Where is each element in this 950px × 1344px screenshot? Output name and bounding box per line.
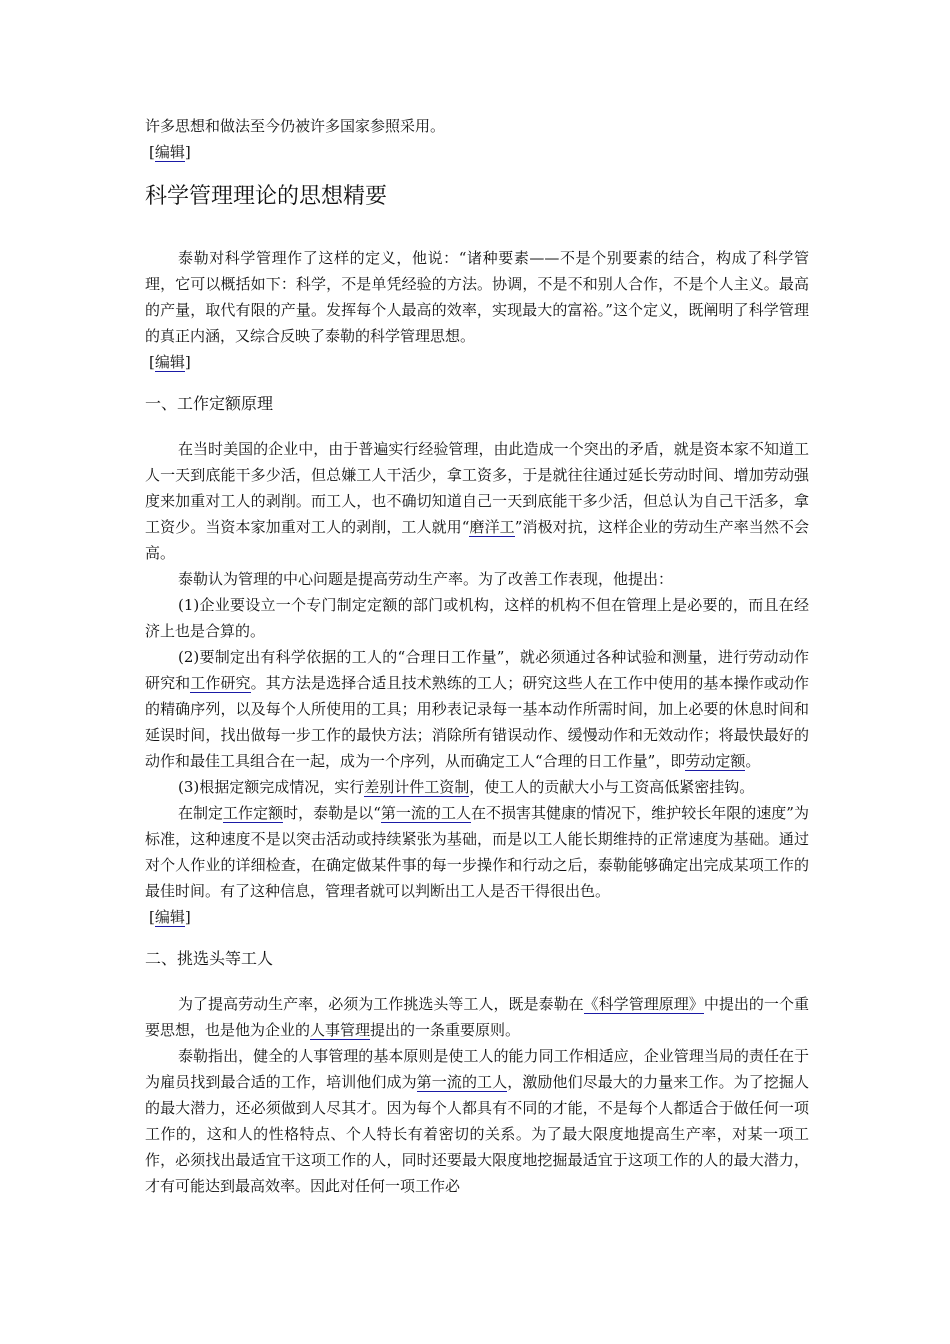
link-first-class-worker-2[interactable]: 第一流的工人 xyxy=(416,1073,508,1091)
section1-paragraph-4 xyxy=(145,644,809,774)
edit-link-text[interactable]: 编辑 xyxy=(154,353,185,371)
continuation-line: 许多思想和做法至今仍被许多国家参照采用。 xyxy=(145,117,446,135)
link-personnel-management[interactable]: 人事管理 xyxy=(310,1021,371,1039)
section1-paragraph-6 xyxy=(145,800,809,904)
page-title: 科学管理理论的思想精要 xyxy=(145,184,388,209)
link-work-study[interactable]: 工作研究 xyxy=(190,674,251,692)
edit-link-text[interactable]: 编辑 xyxy=(154,143,185,161)
section1-paragraph-5 xyxy=(145,774,809,800)
section2-paragraph-2 xyxy=(145,1043,809,1199)
text: 在制定 xyxy=(178,804,224,822)
intro-paragraph: 泰勒对科学管理作了这样的定义，他说：“诸种要素——不是个别要素的结合，构成了科学管理，它可以概括如下：科学，不是单凭经验的方法。协调，不是不和别人合作，不是个人主义。最高的产量，取代有限的产量。发挥每个人最高的效率，实现最大的富裕。”这个定义，既阐明了科学管理的真正内涵，又综合反映了泰勒的科学管理思想。 xyxy=(145,249,809,345)
text: 提出的一条重要原则。 xyxy=(370,1021,521,1039)
link-work-quota[interactable]: 工作定额 xyxy=(223,804,284,822)
text: 在不损害其健康的情况下，维护较长年限的速度”为标准，这种速度不是以突击活动或持续紧张为基础，而是以工人能长期维持的正常速度为基础。通过对个人作业的详细检查，在确定做某件事的每一步操作和行动之后，泰勒能够确定出完成某项工作的最佳时间。有了这种信息，管理者就可以判断出工人是否干得很出色。 xyxy=(145,804,809,900)
text: 时，泰勒是以“ xyxy=(283,804,381,822)
section1-paragraph-3: (1)企业要设立一个专门制定定额的部门或机构，这样的机构不但在管理上是必要的，而且在经济上也是合算的。 xyxy=(145,596,809,640)
text: ”消极对抗，这样企业的劳动生产率当然不会高。 xyxy=(145,518,810,562)
section1-paragraph-2: 泰勒认为管理的中心问题是提高劳动生产率。为了改善工作表现，他提出： xyxy=(178,570,674,588)
text: (2)要制定出有科学依据的工人的“合理日工作量”，就必须通过各种试验和测量，进行劳动动作研究和 xyxy=(145,648,809,692)
link-first-class-worker[interactable]: 第一流的工人 xyxy=(380,804,471,822)
section1-paragraph-1 xyxy=(145,436,809,566)
link-differential-piece-rate[interactable]: 差别计件工资制 xyxy=(364,778,470,796)
link-labor-quota[interactable]: 劳动定额 xyxy=(685,752,746,770)
text: ，激励他们尽最大的力量来工作。为了挖掘人的最大潜力，还必须做到人尽其才。因为每个人都具有不同的才能，不是每个人都适合于做任何一项工作的，这和人的性格特点、个人特长有着密切的关系。为了最大限度地提高生产率，对某一项工作，必须找出最适宜干这项工作的人，同时还要最大限度地挖掘最适宜于这项工作的人的最大潜力，才有可能达到最高效率。因此对任何一项工作必 xyxy=(145,1073,809,1195)
link-mo-yang-gong[interactable]: 磨洋工 xyxy=(469,518,515,536)
text: 。其方法是选择合适且技术熟练的工人；研究这些人在工作中使用的基本操作或动作的精确序列，以及每个人所使用的工具；用秒表记录每一基本动作所需时间，加上必要的休息时间和延误时间，找出做每一步工作的最快方法；消除所有错误动作、缓慢动作和无效动作；将最快最好的动作和最佳工具组合在一起，成为一个序列，从而确定工人“合理的日工作量”，即 xyxy=(145,674,809,770)
section-heading-first-class-workers: 二、挑选头等工人 xyxy=(145,949,274,968)
text: 中提出的一个重要思想，也是他为企业的 xyxy=(145,995,809,1039)
section-heading-work-quota: 一、工作定额原理 xyxy=(145,394,274,413)
text: 泰勒指出，健全的人事管理的基本原则是使工人的能力同工作相适应，企业管理当局的责任在于为雇员找到最合适的工作，培训他们成为 xyxy=(145,1047,809,1091)
edit-link-text[interactable]: 编辑 xyxy=(154,908,185,926)
link-principles-of-scientific-management[interactable]: 《科学管理原理》 xyxy=(583,995,704,1013)
edit-link-2[interactable]: [编辑] xyxy=(149,353,191,371)
text: 为了提高劳动生产率，必须为工作挑选头等工人，既是泰勒在 xyxy=(178,995,584,1013)
text: ，使工人的贡献大小与工资高低紧密挂钩。 xyxy=(469,778,755,796)
section2-paragraph-1 xyxy=(145,991,809,1043)
edit-link-3[interactable]: [编辑] xyxy=(149,908,191,926)
document-page xyxy=(145,113,809,1199)
text: 。 xyxy=(745,752,761,770)
text: 在当时美国的企业中，由于普遍实行经验管理，由此造成一个突出的矛盾，就是资本家不知道工人一天到底能干多少活，但总嫌工人干活少，拿工资多，于是就往往通过延长劳动时间、增加劳动强度来加重对工人的剥削。而工人，也不确切知道自己一天到底能干多少活，但总认为自己干活多，拿工资少。当资本家加重对工人的剥削，工人就用“ xyxy=(145,440,809,536)
edit-link-1[interactable]: [编辑] xyxy=(149,143,191,161)
text: (3)根据定额完成情况，实行 xyxy=(178,778,365,796)
